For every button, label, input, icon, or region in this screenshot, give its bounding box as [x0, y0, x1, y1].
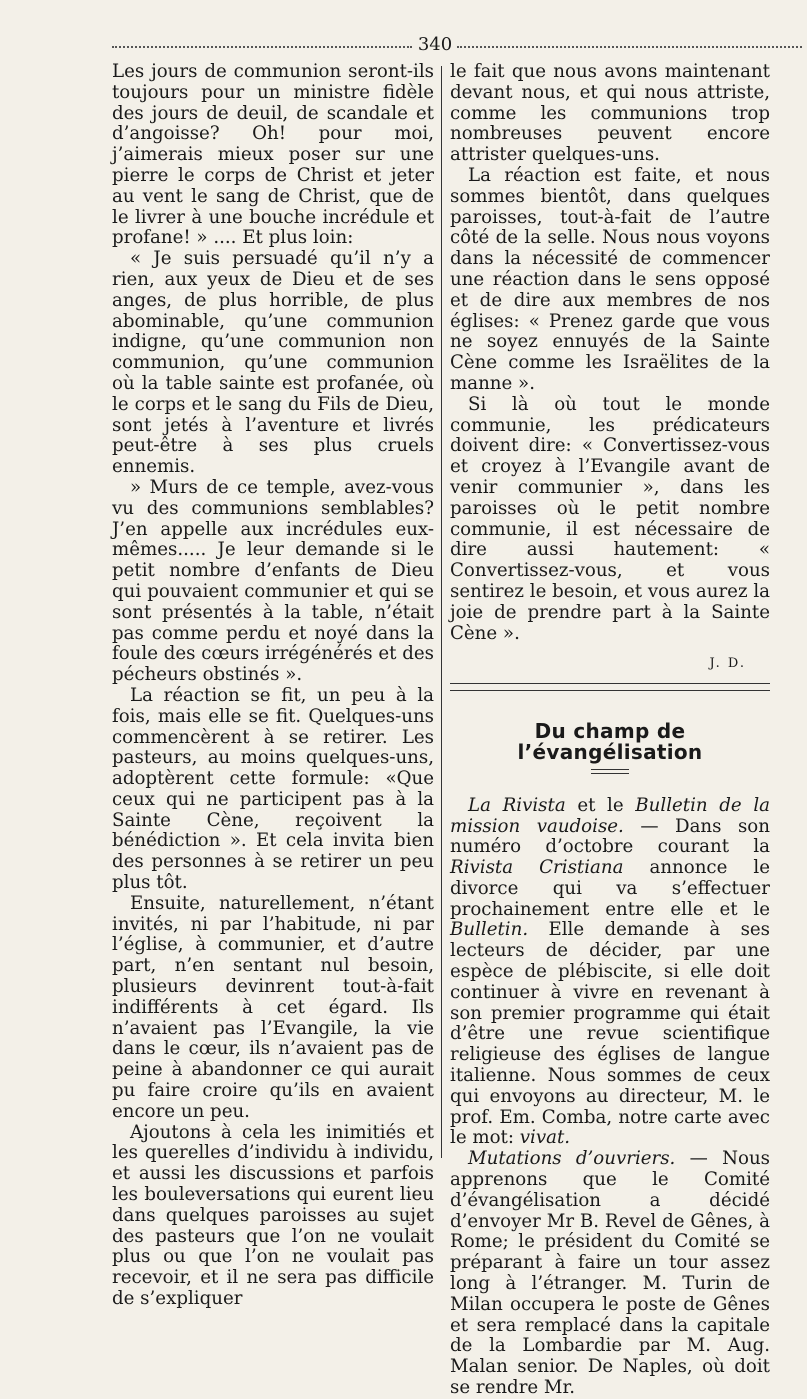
- page-header: [112, 34, 802, 58]
- italic-text: vivat.: [519, 1127, 571, 1149]
- text-span: — Dans son numéro d’octobre courant la: [450, 815, 770, 858]
- author-signature: J. D.: [709, 656, 746, 672]
- paragraph-rivista: [450, 796, 770, 1150]
- column-divider: [441, 66, 442, 1158]
- text-span: annonce le divorce qui va s’effectuer prochainement entre elle et le: [450, 857, 771, 920]
- paragraph: « Je suis persuadé qu’il n’y a rien, aux yeux de Dieu et de ses anges, de plus horrible, de plus abominable, qu’une communion indigne, qu’une communion non communion, qu’une communion où la table sainte est profanée, où le corps et le sang du Fils de Dieu, sont jetés à l’aventure et livrés peut-être à ses plus cruels ennemis.: [112, 248, 434, 478]
- header-rule-right: [457, 46, 802, 48]
- header-rule-left: [112, 46, 412, 48]
- paragraph: Si là où tout le monde communie, les prédicateurs doivent dire: « Convertissez-vous et croyez à l’Evangile avant de venir communier », dans les paroisses où le petit nombre communie, il est nécessaire de dire aussi hautement: « Convertissez-vous, et vous sentirez le besoin, et vous aurez la joie de prendre part à la Sainte Cène ».: [450, 393, 770, 644]
- paragraph: le fait que nous avons maintenant devant nous, et qui nous attriste, comme les communions trop nombreuses peuvent encore attrister quelques-uns.: [450, 61, 770, 166]
- right-column: [450, 62, 770, 1399]
- italic-text: La Rivista: [468, 794, 566, 816]
- section-title: Du champ de l’évangélisation: [517, 719, 703, 764]
- text-span: Elle demande à ses lecteurs de décider, par une espèce de plébiscite, si elle doit continuer à vivre en revenant à son premier programme qui était d’être une revue scientifique religieuse des églises de langue italienne. Nous sommes de ceux qui envoyons au directeur, M. le prof. Em. Comba, notre carte avec le mot:: [450, 919, 770, 1149]
- paragraph: Les jours de communion seront-ils toujours pour un ministre fidèle des jours de deuil, de scandale et d’angoisse? Oh! pour moi, j’aimerais mieux poser sur une pierre le corps de Christ et jeter au vent le sang de Christ, que de le livrer à une bouche incrédule et profane! » .... Et plus loin:: [112, 61, 434, 249]
- double-rule-separator: [450, 683, 770, 691]
- paragraph: La réaction est faite, et nous sommes bientôt, dans quelques paroisses, tout-à-fait de l’autre côté de la selle. Nous nous voyons dans la nécessité de commencer une réaction dans le sens opposé et de dire aux membres de nos églises: « Prenez garde que vous ne soyez ennuyés de la Sainte Cène comme les Israëlites de la manne ».: [450, 164, 770, 394]
- paragraph: La réaction se fit, un peu à la fois, mais elle se fit. Quelques-uns commencèrent à se retirer. Les pasteurs, au moins quelques-uns, adoptèrent cette formule: «Que ceux qui ne participent pas à la Sainte Cène, reçoivent la bénédiction ». Et cela invita bien des personnes à se retirer un peu plus tôt.: [112, 684, 434, 894]
- paragraph: Ensuite, naturellement, n’étant invités, ni par l’habitude, ni par l’église, à communier, et d’autre part, n’en sentant nul besoin, plusieurs devinrent tout-à-fait indifférents à cet égard. Ils n’avaient pas l’Evangile, la vie dans le cœur, ils n’avaient pas de peine à abandonner ce qui aurait pu faire croire qu’ils en avaient encore un peu.: [112, 892, 434, 1122]
- italic-text: Bulletin de la mission vaudoise.: [450, 794, 770, 837]
- paragraph: Ajoutons à cela les inimitiés et les querelles d’individu à individu, et aussi les discussions et parfois les bouleversations qui eurent lieu dans quelques paroisses au sujet des pasteurs que l’on ne voulait plus ou que l’on ne voulait pas recevoir, et il ne sera pas difficile de s’expliquer: [112, 1121, 434, 1310]
- paragraph-mutations: [450, 1149, 770, 1399]
- italic-text: Rivista Cristiana: [450, 857, 624, 879]
- italic-text: Mutations d’ouvriers.: [468, 1148, 676, 1170]
- page-number: 340: [417, 34, 453, 55]
- paragraph: » Murs de ce temple, avez-vous vu des communions semblables? J’en appelle aux incrédules eux-mêmes..... Je leur demande si le petit nombre d’enfants de Dieu qui pouvaient communier et qui se sont présentés à la table, n’était pas comme perdu et noyé dans la foule des cœurs irrégénérés et des pécheurs obstinés ».: [112, 476, 434, 686]
- text-span: — Nous apprenons que le Comité d’évangélisation a décidé d’envoyer Mr B. Revel de Gênes, à Rome; le président du Comité se préparant à faire un tour assez long à l’étranger. M. Turin de Milan occupera le poste de Gênes et sera remplacé dans la capitale de la Lombardie par M. Aug. Malan senior. De Naples, où doit se rendre Mr.: [450, 1148, 770, 1399]
- left-column: [112, 62, 434, 1310]
- text-span: et le: [565, 794, 636, 816]
- italic-text: Bulletin.: [450, 919, 529, 941]
